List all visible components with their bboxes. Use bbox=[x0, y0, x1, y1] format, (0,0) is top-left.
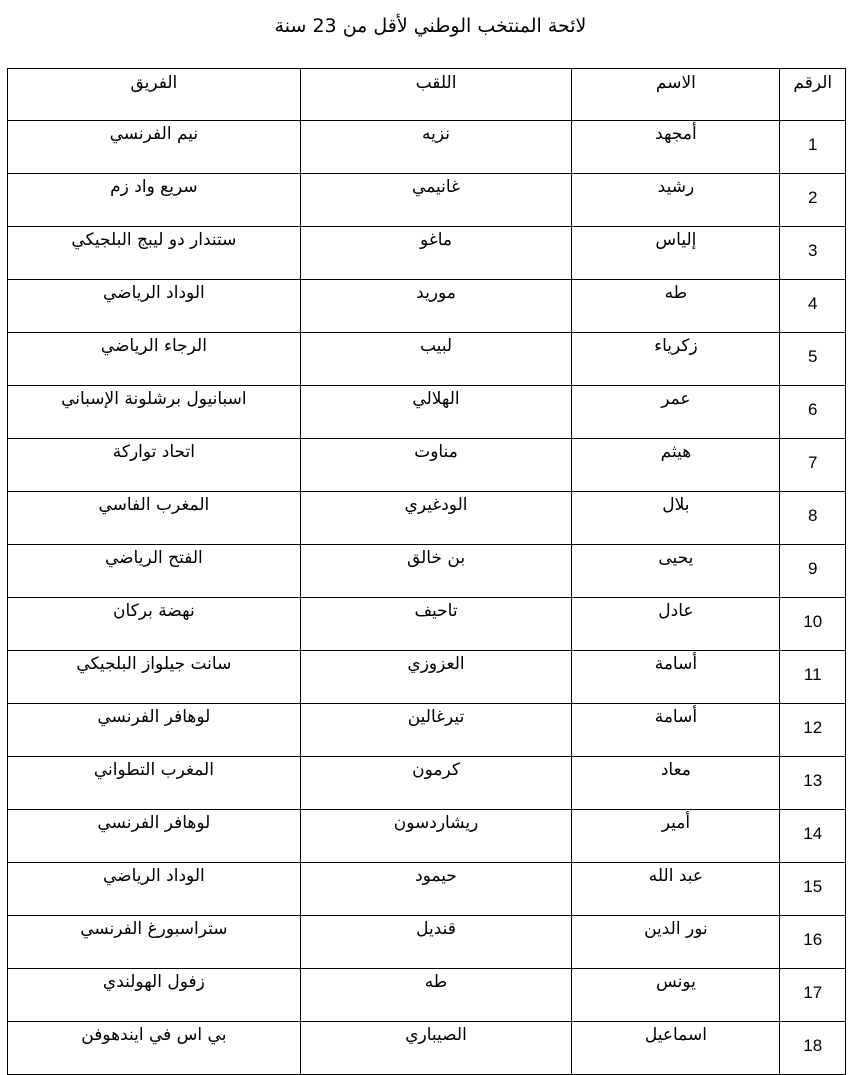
document-title: لائحة المنتخب الوطني لأقل من 23 سنة bbox=[274, 15, 587, 37]
player-team: زفول الهولندي bbox=[8, 969, 301, 1022]
player-name: أمجهد bbox=[572, 121, 780, 174]
player-surname: غانيمي bbox=[300, 174, 572, 227]
player-number: 3 bbox=[780, 227, 846, 280]
player-name: أسامة bbox=[572, 651, 780, 704]
player-surname: حيمود bbox=[300, 863, 572, 916]
player-surname: موريد bbox=[300, 280, 572, 333]
player-team: لوهافر الفرنسي bbox=[8, 810, 301, 863]
player-surname: مناوت bbox=[300, 439, 572, 492]
table-row bbox=[8, 810, 846, 863]
player-name: أمير bbox=[572, 810, 780, 863]
table-row bbox=[8, 280, 846, 333]
player-number: 11 bbox=[780, 651, 846, 704]
player-surname: قنديل bbox=[300, 916, 572, 969]
player-surname: طه bbox=[300, 969, 572, 1022]
player-surname: الصيباري bbox=[300, 1022, 572, 1075]
player-team: ستندار دو ليبج البلجيكي bbox=[8, 227, 301, 280]
player-number: 9 bbox=[780, 545, 846, 598]
player-number: 2 bbox=[780, 174, 846, 227]
player-number: 17 bbox=[780, 969, 846, 1022]
player-team: سانت جيلواز البلجيكي bbox=[8, 651, 301, 704]
player-surname: ريشاردسون bbox=[300, 810, 572, 863]
table-row bbox=[8, 757, 846, 810]
player-number: 13 bbox=[780, 757, 846, 810]
player-name: يونس bbox=[572, 969, 780, 1022]
player-number: 5 bbox=[780, 333, 846, 386]
player-number: 16 bbox=[780, 916, 846, 969]
table-row bbox=[8, 121, 846, 174]
player-team: الرجاء الرياضي bbox=[8, 333, 301, 386]
player-team: المغرب التطواني bbox=[8, 757, 301, 810]
player-number: 7 bbox=[780, 439, 846, 492]
header-surname: اللقب bbox=[300, 69, 572, 121]
player-team: الفتح الرياضي bbox=[8, 545, 301, 598]
player-surname: الودغيري bbox=[300, 492, 572, 545]
player-name: عبد الله bbox=[572, 863, 780, 916]
table-row bbox=[8, 651, 846, 704]
player-name: أسامة bbox=[572, 704, 780, 757]
player-surname: ماغو bbox=[300, 227, 572, 280]
table-header-row bbox=[8, 69, 846, 121]
player-number: 1 bbox=[780, 121, 846, 174]
player-team: سريع واد زم bbox=[8, 174, 301, 227]
player-team: اسبانيول برشلونة الإسباني bbox=[8, 386, 301, 439]
table-row bbox=[8, 174, 846, 227]
player-name: طه bbox=[572, 280, 780, 333]
player-team: اتحاد تواركة bbox=[8, 439, 301, 492]
player-name: إلياس bbox=[572, 227, 780, 280]
table-row bbox=[8, 969, 846, 1022]
player-team: بي اس في ايندهوفن bbox=[8, 1022, 301, 1075]
player-team: الوداد الرياضي bbox=[8, 280, 301, 333]
player-number: 18 bbox=[780, 1022, 846, 1075]
player-number: 10 bbox=[780, 598, 846, 651]
table-row bbox=[8, 704, 846, 757]
table-row bbox=[8, 1022, 846, 1075]
player-team: المغرب الفاسي bbox=[8, 492, 301, 545]
player-surname: تيرغالين bbox=[300, 704, 572, 757]
player-number: 8 bbox=[780, 492, 846, 545]
player-team: نيم الفرنسي bbox=[8, 121, 301, 174]
table-row bbox=[8, 227, 846, 280]
player-name: نور الدين bbox=[572, 916, 780, 969]
player-name: زكرياء bbox=[572, 333, 780, 386]
player-name: رشيد bbox=[572, 174, 780, 227]
player-number: 4 bbox=[780, 280, 846, 333]
player-surname: تاحيف bbox=[300, 598, 572, 651]
player-surname: العزوزي bbox=[300, 651, 572, 704]
player-surname: الهلالي bbox=[300, 386, 572, 439]
player-name: اسماعيل bbox=[572, 1022, 780, 1075]
table-row bbox=[8, 386, 846, 439]
header-team: الفريق bbox=[8, 69, 301, 121]
table-row bbox=[8, 545, 846, 598]
player-number: 15 bbox=[780, 863, 846, 916]
player-name: عمر bbox=[572, 386, 780, 439]
table-row bbox=[8, 439, 846, 492]
player-surname: كرمون bbox=[300, 757, 572, 810]
player-number: 12 bbox=[780, 704, 846, 757]
table-row bbox=[8, 916, 846, 969]
player-name: بلال bbox=[572, 492, 780, 545]
player-number: 14 bbox=[780, 810, 846, 863]
player-team: لوهافر الفرنسي bbox=[8, 704, 301, 757]
player-number: 6 bbox=[780, 386, 846, 439]
table-row bbox=[8, 333, 846, 386]
player-team: نهضة بركان bbox=[8, 598, 301, 651]
table-row bbox=[8, 598, 846, 651]
header-number: الرقم bbox=[780, 69, 846, 121]
player-team: ستراسبورغ الفرنسي bbox=[8, 916, 301, 969]
player-surname: نزيه bbox=[300, 121, 572, 174]
player-team: الوداد الرياضي bbox=[8, 863, 301, 916]
players-table bbox=[7, 68, 846, 1075]
player-name: عادل bbox=[572, 598, 780, 651]
player-surname: لبيب bbox=[300, 333, 572, 386]
player-name: معاد bbox=[572, 757, 780, 810]
header-name: الاسم bbox=[572, 69, 780, 121]
table-row bbox=[8, 863, 846, 916]
player-name: يحيى bbox=[572, 545, 780, 598]
player-name: هيثم bbox=[572, 439, 780, 492]
player-surname: بن خالق bbox=[300, 545, 572, 598]
table-row bbox=[8, 492, 846, 545]
